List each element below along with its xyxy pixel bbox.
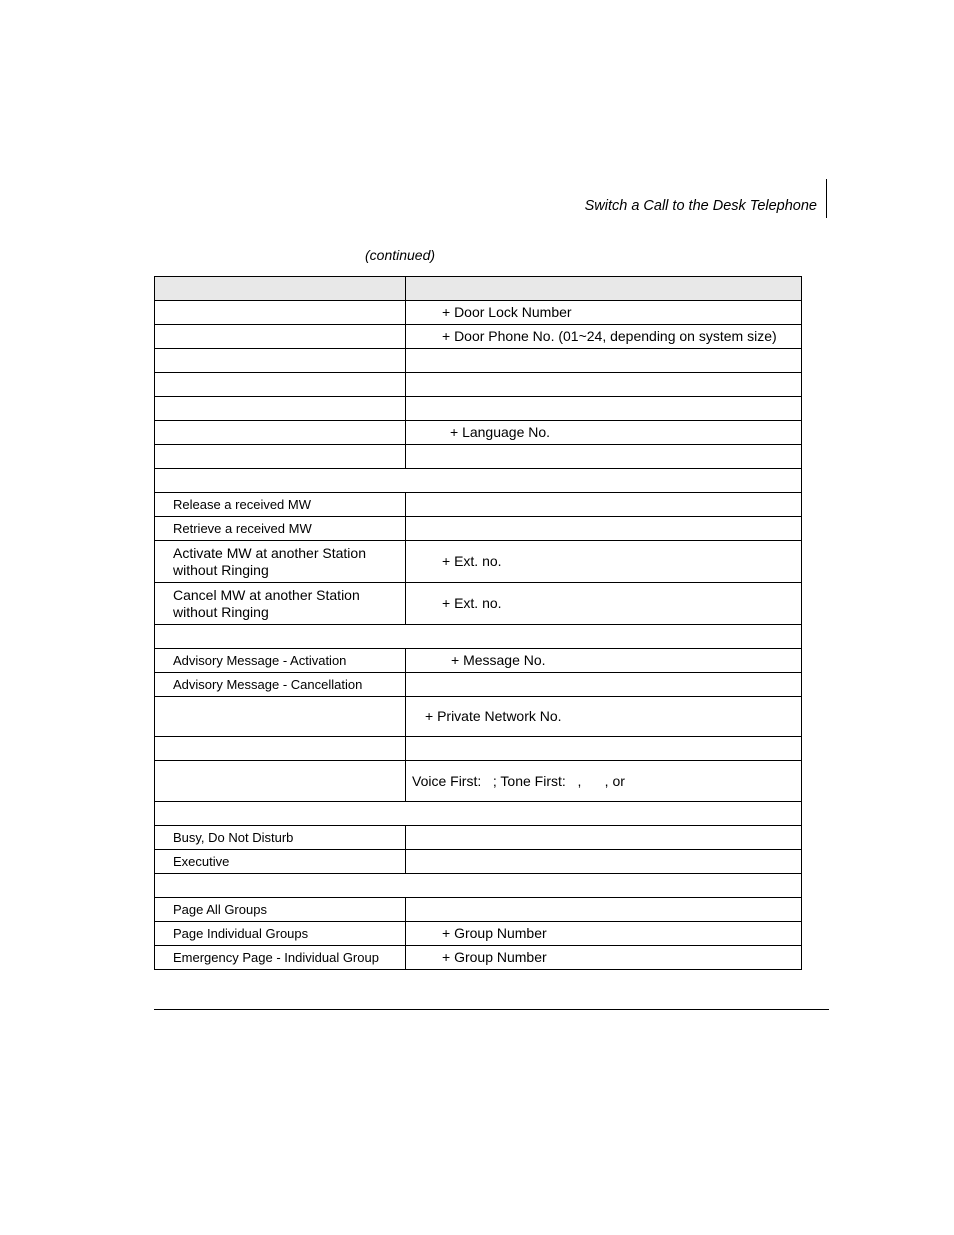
- table-row: [155, 922, 802, 946]
- table-header-cell: [406, 277, 802, 301]
- footer-horizontal-rule: [154, 1009, 829, 1010]
- feature-cell: Busy, Do Not Disturb: [155, 826, 406, 850]
- table-row: [155, 373, 802, 397]
- code-cell: + Door Phone No. (01~24, depending on system size): [406, 325, 802, 349]
- feature-cell: Executive: [155, 850, 406, 874]
- table-row: [155, 583, 802, 625]
- feature-cell: [155, 325, 406, 349]
- feature-cell: [155, 737, 406, 761]
- table-row: [155, 649, 802, 673]
- table-row: [155, 697, 802, 737]
- section-cell: [155, 802, 802, 826]
- table-header-row: [155, 277, 802, 301]
- table-row: [155, 946, 802, 970]
- table-row: [155, 301, 802, 325]
- feature-cell: [155, 373, 406, 397]
- table-row: [155, 517, 802, 541]
- table-row: [155, 673, 802, 697]
- table-row: [155, 397, 802, 421]
- section-row: [155, 469, 802, 493]
- table-row: [155, 761, 802, 802]
- continued-label: (continued): [365, 247, 436, 263]
- table-row: [155, 541, 802, 583]
- code-cell: + Group Number: [406, 922, 802, 946]
- code-cell: [406, 737, 802, 761]
- code-cell: [406, 898, 802, 922]
- feature-cell: [155, 349, 406, 373]
- section-cell: [155, 874, 802, 898]
- code-cell: + Door Lock Number: [406, 301, 802, 325]
- code-cell: [406, 397, 802, 421]
- code-cell: Voice First: ; Tone First: , , or: [406, 761, 802, 802]
- header-vertical-rule: [826, 179, 827, 218]
- table-row: [155, 349, 802, 373]
- table-row: [155, 493, 802, 517]
- table-row: [155, 898, 802, 922]
- feature-cell: [155, 761, 406, 802]
- code-cell: [406, 673, 802, 697]
- code-cell: + Group Number: [406, 946, 802, 970]
- feature-cell: [155, 421, 406, 445]
- section-row: [155, 802, 802, 826]
- feature-cell: [155, 301, 406, 325]
- code-cell: + Ext. no.: [406, 541, 802, 583]
- table-row: [155, 445, 802, 469]
- code-cell: [406, 349, 802, 373]
- feature-cell: [155, 445, 406, 469]
- table-row: [155, 421, 802, 445]
- code-cell: + Language No.: [406, 421, 802, 445]
- code-cell: [406, 826, 802, 850]
- code-cell: [406, 517, 802, 541]
- feature-cell: Release a received MW: [155, 493, 406, 517]
- table-header-cell: [155, 277, 406, 301]
- feature-code-table: [154, 276, 802, 970]
- table-row: [155, 325, 802, 349]
- feature-cell: Page Individual Groups: [155, 922, 406, 946]
- code-cell: [406, 850, 802, 874]
- feature-cell: Advisory Message - Activation: [155, 649, 406, 673]
- feature-cell: Advisory Message - Cancellation: [155, 673, 406, 697]
- code-cell: [406, 445, 802, 469]
- feature-cell: Emergency Page - Individual Group: [155, 946, 406, 970]
- running-header-title: Switch a Call to the Desk Telephone: [584, 198, 817, 214]
- code-cell: [406, 493, 802, 517]
- feature-cell: [155, 397, 406, 421]
- code-cell: + Message No.: [406, 649, 802, 673]
- table-row: [155, 826, 802, 850]
- code-cell: [406, 373, 802, 397]
- feature-cell: [155, 697, 406, 737]
- code-cell: + Private Network No.: [406, 697, 802, 737]
- table-row: [155, 850, 802, 874]
- feature-cell: Cancel MW at another Station without Ringing: [155, 583, 406, 625]
- section-row: [155, 874, 802, 898]
- feature-cell: Activate MW at another Station without Ringing: [155, 541, 406, 583]
- code-cell: + Ext. no.: [406, 583, 802, 625]
- table-row: [155, 737, 802, 761]
- section-row: [155, 625, 802, 649]
- section-cell: [155, 469, 802, 493]
- section-cell: [155, 625, 802, 649]
- feature-cell: Retrieve a received MW: [155, 517, 406, 541]
- feature-cell: Page All Groups: [155, 898, 406, 922]
